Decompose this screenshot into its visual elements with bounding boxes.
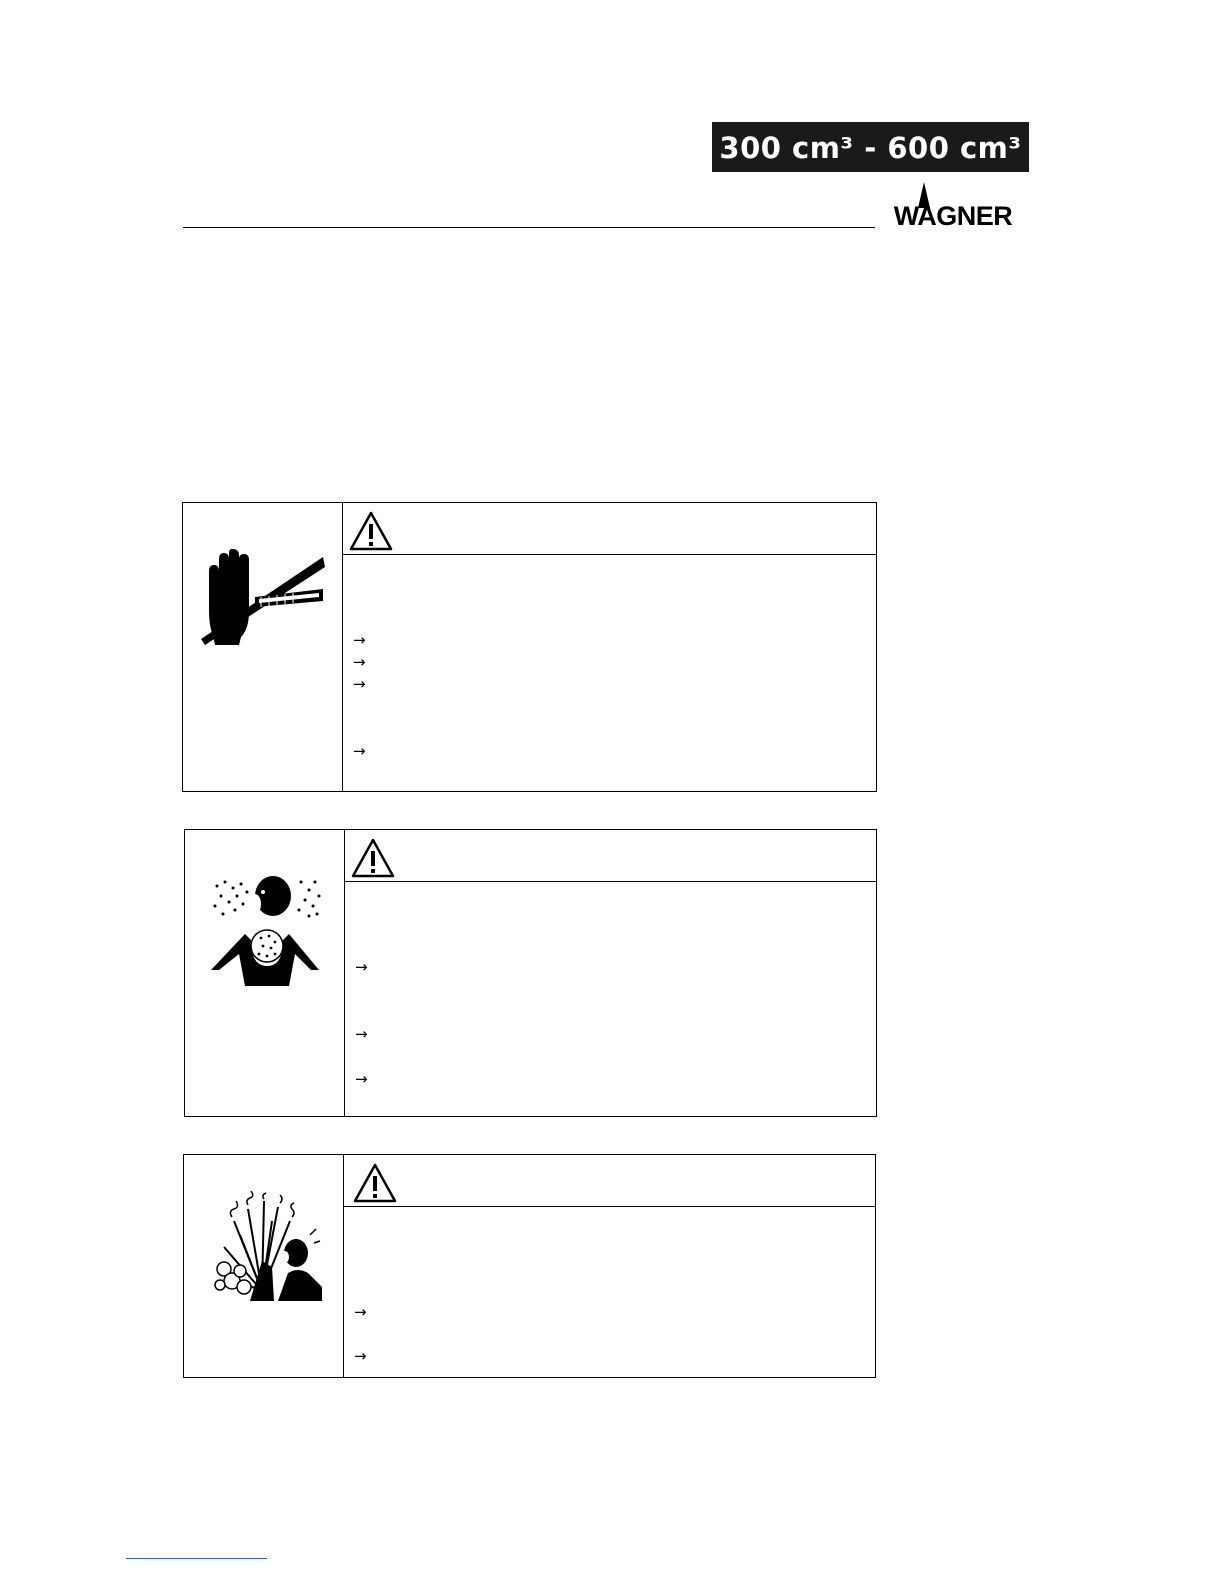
bullet-arrow: → xyxy=(355,1070,368,1088)
volume-range-label: 300 cm³ - 600 cm³ xyxy=(719,131,1022,165)
header-divider xyxy=(183,227,875,228)
warning-pictogram-cell xyxy=(184,1155,344,1377)
bullet-arrow: → xyxy=(353,631,366,649)
warning-heading xyxy=(343,503,876,555)
bullet-arrow: → xyxy=(353,653,366,671)
warning-pictogram-cell xyxy=(185,830,345,1116)
bullet-arrow: → xyxy=(353,675,366,693)
warning-box-explosion xyxy=(183,1154,876,1378)
toxic-vapour-inhalation-icon xyxy=(211,876,323,988)
bullet-arrow: → xyxy=(355,1025,368,1043)
warning-triangle-icon xyxy=(349,511,393,551)
brand-name: WAGNER xyxy=(893,201,1013,231)
warning-box-inhalation xyxy=(184,829,877,1117)
footer-link-underline[interactable] xyxy=(126,1558,267,1559)
warning-pictogram-cell xyxy=(183,503,343,791)
warning-box-injection xyxy=(182,502,877,792)
warning-content-cell xyxy=(343,503,876,791)
bullet-arrow: → xyxy=(353,742,366,760)
warning-triangle-icon xyxy=(351,838,395,878)
warning-heading xyxy=(344,1155,875,1207)
hand-injection-hazard-icon xyxy=(199,549,329,649)
bullet-arrow: → xyxy=(355,958,368,976)
warning-heading xyxy=(345,830,876,882)
brand-logo xyxy=(876,182,1030,230)
volume-range-badge xyxy=(712,122,1029,172)
warning-triangle-icon xyxy=(353,1163,397,1203)
bullet-arrow: → xyxy=(354,1303,367,1321)
explosion-hazard-icon xyxy=(214,1191,322,1301)
warning-content-cell xyxy=(345,830,876,1116)
bullet-arrow: → xyxy=(354,1347,367,1365)
warning-content-cell xyxy=(344,1155,875,1377)
